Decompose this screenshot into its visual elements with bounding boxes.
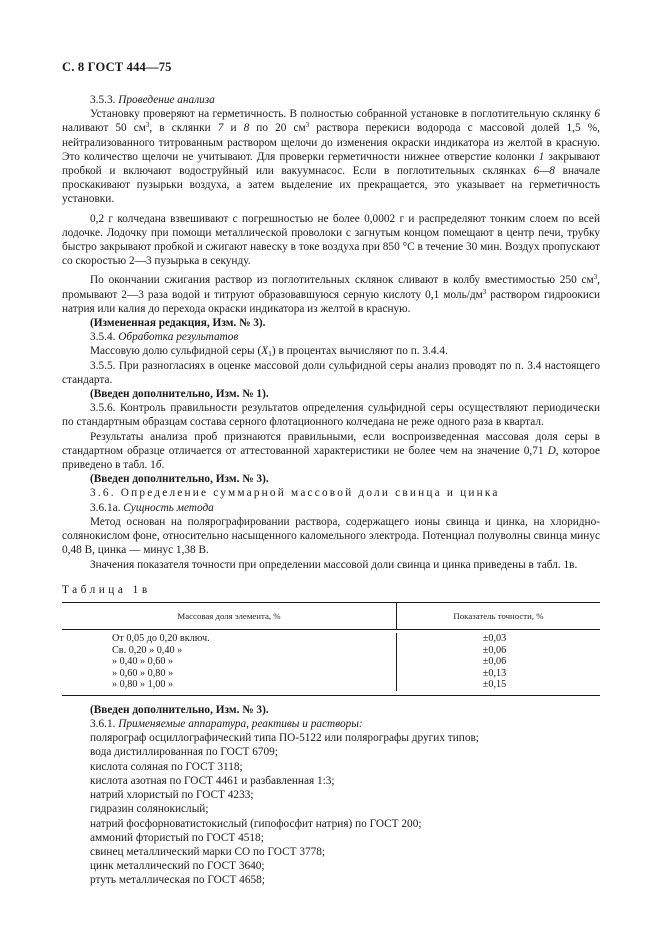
clause-3-6-1-heading [62,717,600,731]
apparatus-item: натрий хлористый по ГОСТ 4233; [90,789,254,802]
clause-3-5-4-para: Массовую долю сульфидной серы $(X_1)$ в процентах вычисляют по п. 3.4.4. [90,345,448,359]
clause-number: 3.5.4. [90,331,116,344]
amendment-note: (Введен дополнительно, Изм. № 3). [90,473,269,486]
apparatus-item: аммоний фтористый по ГОСТ 4518; [90,831,264,844]
page-header: С. 8 ГОСТ 444—75 [62,60,172,74]
clause-3-5-5: 3.5.5. При разногласиях в оценке массовой доли сульфидной серы анализ проводят по п. 3.4 настоящего стандарта. [62,359,600,386]
clause-title: Проведение анализа [118,94,215,106]
table-cell-range: » 0,40 » 0,60 » [112,656,174,668]
clause-3-5-3-heading [62,93,600,107]
clause-title: Сущность метода [123,501,214,514]
apparatus-item: кислота азотная по ГОСТ 4461 и разбавленная 1:3; [90,774,335,787]
section-3-6-title: 3.6. Определение суммарной массовой доли свинца и цинка [90,487,500,500]
table-cell-range: » 0,60 » 0,80 » [112,667,174,679]
clause-number: 3.5.3. [90,94,116,106]
table-cell-range: » 0,80 » 1,00 » [112,679,174,691]
clause-3-6-1a-para-1: Метод основан на полярографировании раствора, содержащего ионы свинца и цинка, на хлоридно-солянокислом фоне, относительно насыщенного каломельного электрода. Потенциал полуволны свинца минус 0,48 В, цинка — минус 1,38 В. [62,515,600,557]
table-header-accuracy: Показатель точности, % [453,610,544,621]
clause-3-5-3-para-1: Установку проверяют на герметичность. В полностью собранной установке в поглотительную склянку 6 наливают 50 $см^3$, в склянки 7 и 8 по 20 $см^3$ раствора перекиси водорода с массовой долей 1,5 %, нейтрализованного титрованным раствором щелочи до изменения окраски индикатора из желтой в красную. Это количество щелочи не учитывают. Для проверки герметичности нижнее отверстие колонки 1 закрывают пробкой и включают водоструйный или вакуумнасос. Если в поглотительных склянках 6—8 вначале проскакивают пузырьки воздуха, а затем выделение их прекращается, это указывает на герметичность установки. [62,108,601,206]
apparatus-item: вода дистиллированная по ГОСТ 6709; [90,746,278,759]
clause-3-5-6-para-2: Результаты анализа проб признаются правильными, если воспроизведенная массовая доля серы в стандартном образце отличается от аттестованной характеристики не более чем на значение 0,71 D, которое приведено в табл. 1б. [62,430,601,472]
table-cell-range: От 0,05 до 0,20 включ. [112,632,210,644]
table-cell-value: ±0,13 [482,667,507,679]
apparatus-item: цинк металлический по ГОСТ 3640; [90,860,265,873]
table-header [62,603,600,630]
table-caption: Таблица 1в [62,583,151,596]
table-cell-range: Св. 0,20 » 0,40 » [112,644,183,656]
apparatus-item: натрий фосфорноватистокислый (гипофосфит натрия) по ГОСТ 200; [90,817,422,830]
clause-3-5-3-para-2: 0,2 г колчедана взвешивают с погрешностью не более 0,0002 г и распределяют тонким слоем по всей лодочке. Лодочку при помощи металлической проволоки с загнутым концом помещают в центр печи, трубку быстро закрывают пробкой и сжигают навеску в токе воздуха при 850 °C в течение 30 мин. Воздух пропускают со скоростью 2—3 пузырька в секунду. [62,212,600,268]
clause-3-5-3-para-3: По окончании сжигания раствор из поглотительных склянок сливают в колбу вместимостью 250 $см^3$, промывают 2—3 раза водой и титруют образовавшуюся серную кислоту 0,1 моль/$дм^3$ раствором гидроокиси натрия или калия до перехода окраски индикатора из желтой в красную. [62,273,600,315]
apparatus-item: ртуть металлическая по ГОСТ 4658; [90,874,265,887]
amendment-note: (Измененная редакция, Изм. № 3). [90,317,266,330]
amendment-note: (Введен дополнительно, Изм. № 3). [90,703,269,716]
table-cell-value: ±0,03 [482,632,507,644]
table-bottom-rule [62,695,600,696]
document-body [62,93,600,888]
table-1v [62,602,600,695]
apparatus-item: кислота соляная по ГОСТ 3118; [90,760,243,773]
clause-3-5-6: 3.5.6. Контроль правильности результатов определения сульфидной серы осуществляют периодически по стандартным образцам состава серного флотационного колчедана не реже одного раза в квартал. [62,402,600,429]
clause-title: Обработка результатов [118,331,239,344]
clause-3-6-1a-heading [62,501,600,515]
table-cell-value: ±0,15 [482,679,507,691]
clause-title: Применяемые аппаратура, реактивы и растворы: [118,718,363,731]
table-header-mass-fraction: Массовая доля элемента, % [62,603,397,629]
apparatus-item: гидразин солянокислый; [90,803,209,816]
table-column-values [397,633,600,691]
clause-number: 3.6.1а. [90,501,121,514]
table-body [62,630,600,695]
clause-3-5-4-heading [62,330,600,344]
table-cell-value: ±0,06 [482,656,507,668]
apparatus-item: полярограф осциллографический типа ПО-5122 или полярографы других типов; [90,732,479,745]
amendment-note: (Введен дополнительно, Изм. № 1). [90,388,269,401]
apparatus-item: свинец металлический марки СО по ГОСТ 3778; [90,845,326,858]
table-column-ranges [62,633,397,691]
clause-number: 3.6.1. [90,718,116,731]
clause-3-6-1a-para-2: Значения показателя точности при определении массовой доли свинца и цинка приведены в табл. 1в. [90,558,578,571]
table-cell-value: ±0,06 [482,644,507,656]
